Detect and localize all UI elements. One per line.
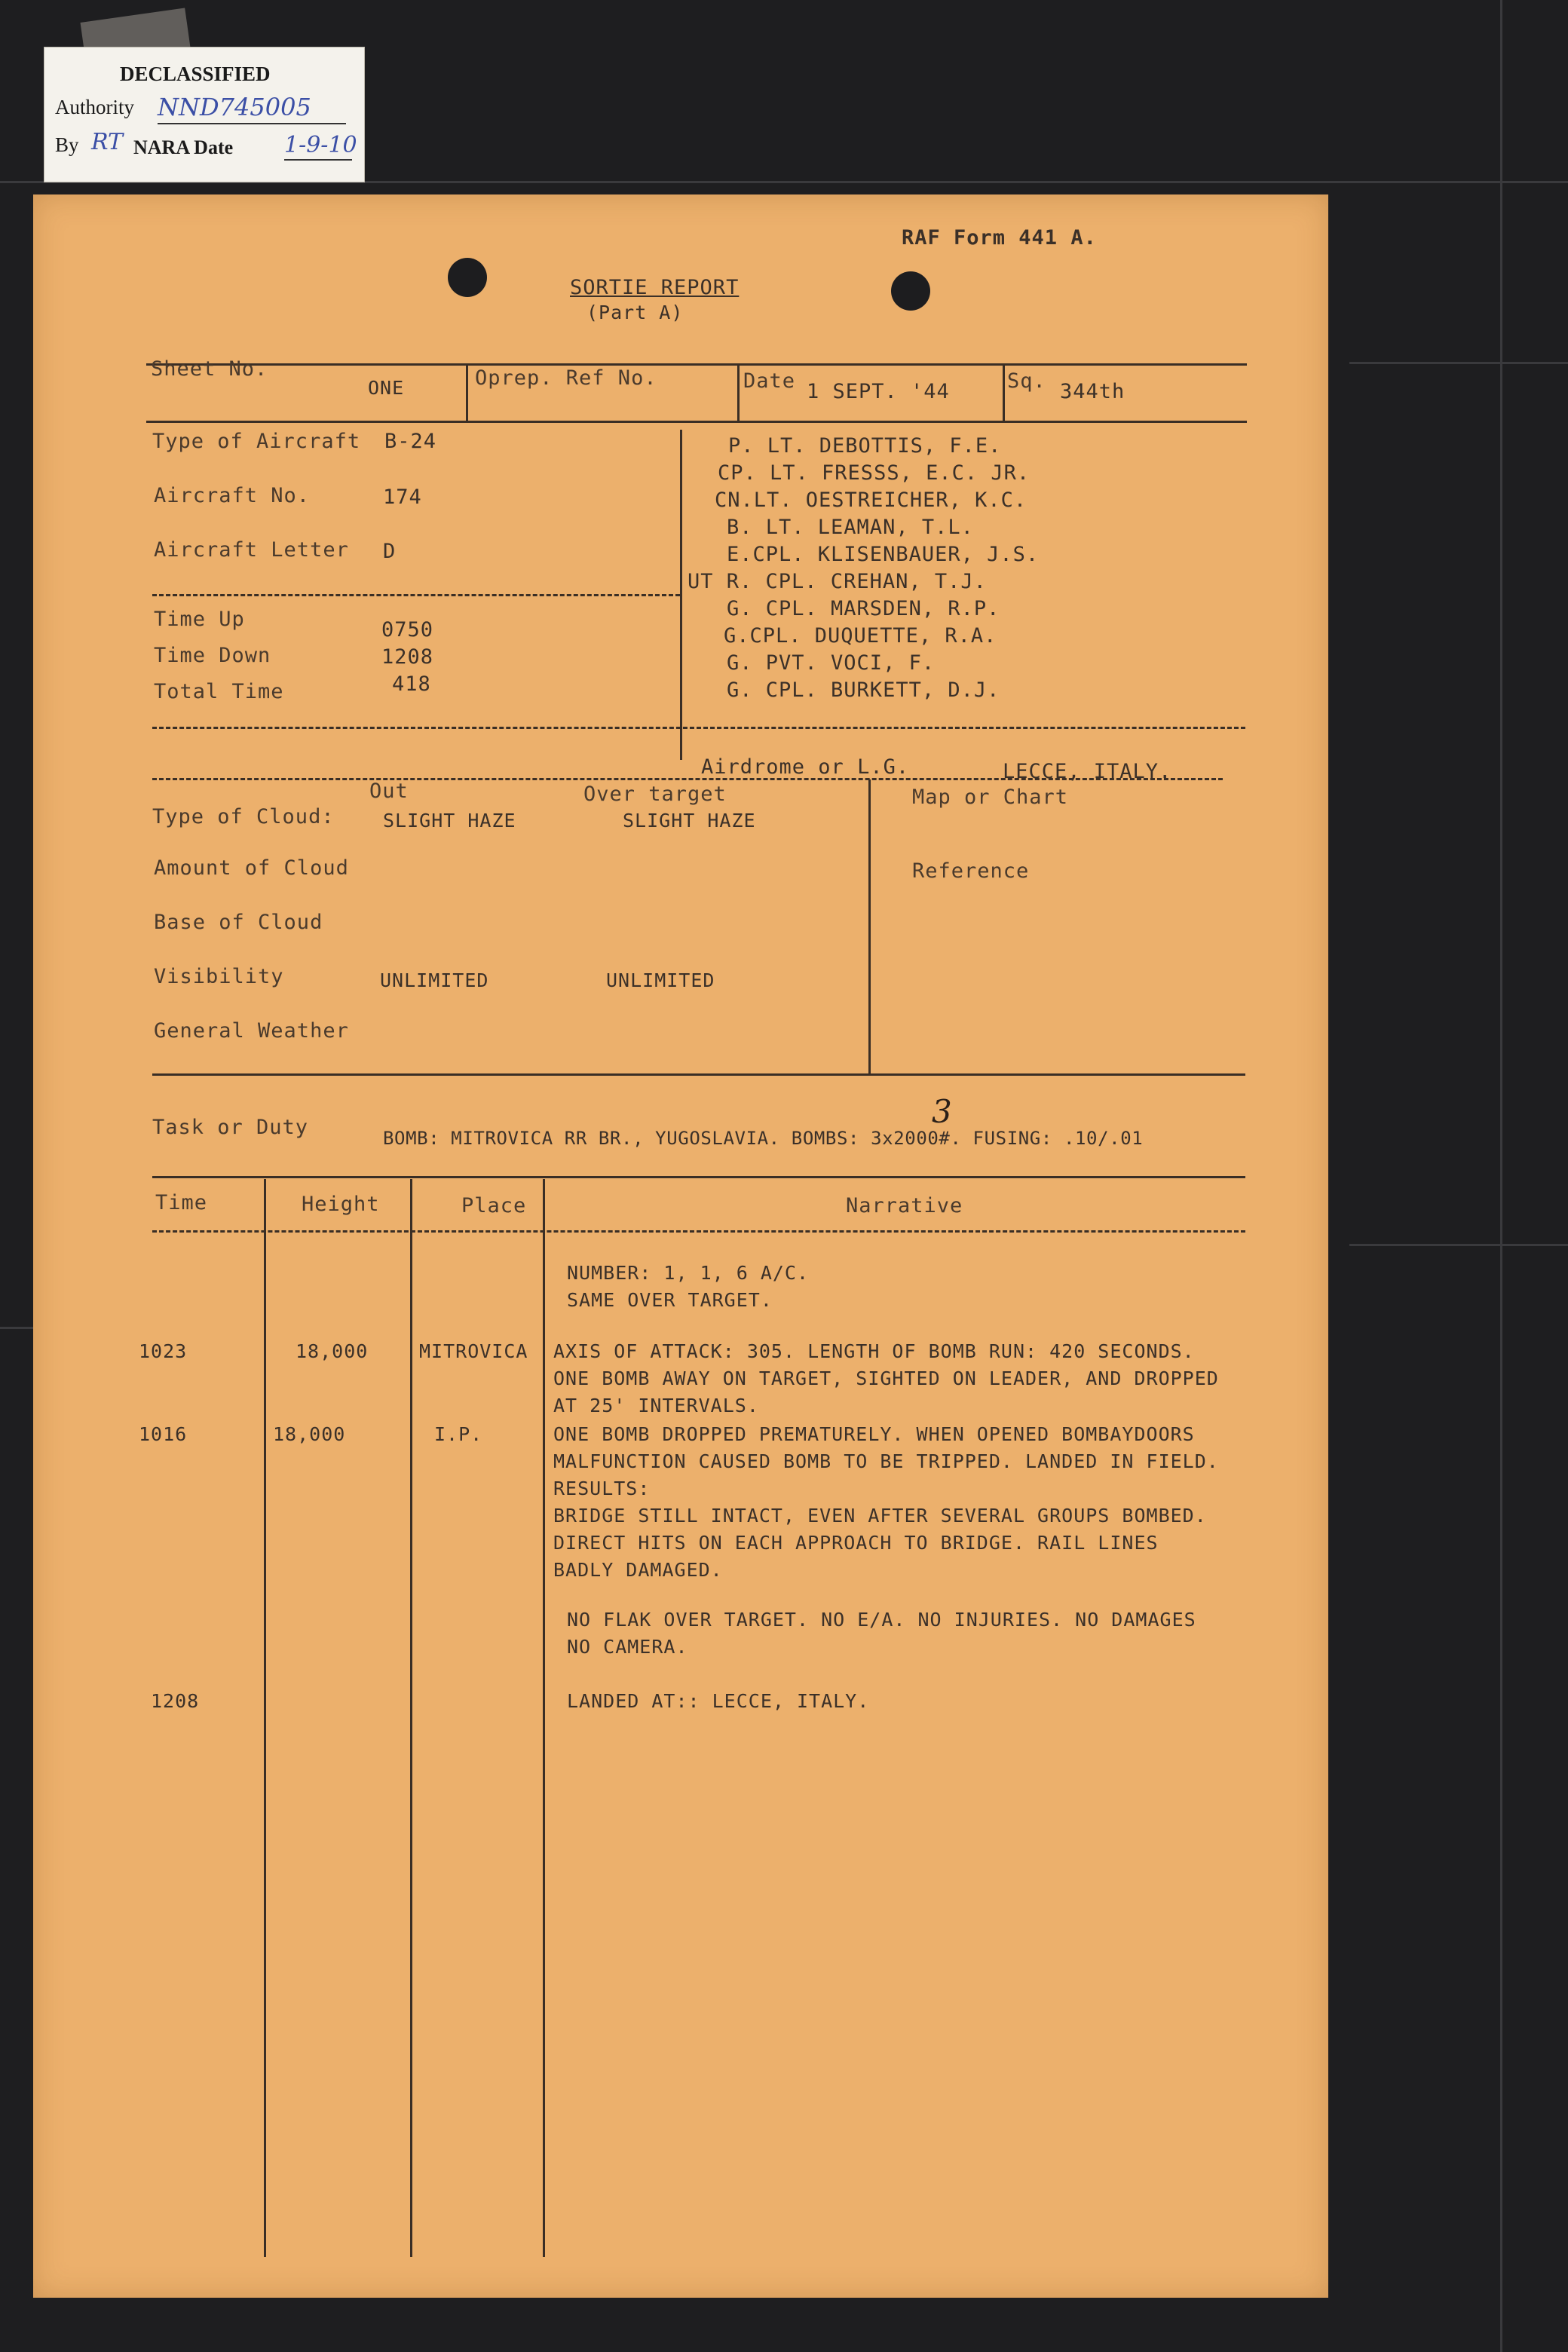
crew-member: CN.LT. OESTREICHER, K.C.	[715, 488, 1027, 512]
crew-member: G.CPL. DUQUETTE, R.A.	[724, 624, 997, 648]
aircraft-number-label: Aircraft No.	[154, 484, 311, 507]
time-down-label: Time Down	[154, 644, 271, 667]
sortie-report-sheet	[33, 194, 1328, 2298]
narrative-line: AXIS OF ATTACK: 305. LENGTH OF BOMB RUN: 420 SECONDS.	[553, 1340, 1195, 1362]
narrative-line: NUMBER: 1, 1, 6 A/C.	[567, 1262, 810, 1284]
declassified-tag	[44, 47, 365, 182]
rule-line	[152, 1230, 1245, 1233]
entry-height: 18,000	[296, 1340, 369, 1362]
punch-hole	[891, 271, 930, 311]
narrative-line: ONE BOMB AWAY ON TARGET, SIGHTED ON LEADER, AND DROPPED	[553, 1367, 1219, 1389]
visibility-out: UNLIMITED	[380, 969, 489, 991]
total-time-label: Total Time	[154, 680, 284, 703]
crew-member: B. LT. LEAMAN, T.L.	[727, 516, 974, 539]
rule-line	[146, 363, 1247, 366]
narrative-line: NO FLAK OVER TARGET. NO E/A. NO INJURIES. NO DAMAGES	[567, 1609, 1196, 1631]
narrative-line: BADLY DAMAGED.	[553, 1559, 723, 1581]
form-title: SORTIE REPORT	[570, 276, 740, 299]
crew-member: E.CPL. KLISENBAUER, J.S.	[727, 543, 1040, 566]
tag-authority-label: Authority	[55, 96, 134, 118]
squadron-value: 344th	[1060, 380, 1125, 403]
cloud-type-over: SLIGHT HAZE	[623, 810, 756, 831]
cloud-amount-label: Amount of Cloud	[154, 856, 349, 880]
rule-line	[152, 594, 680, 596]
crew-member: G. CPL. MARSDEN, R.P.	[727, 597, 1000, 620]
narrative-line: LANDED AT:: LECCE, ITALY.	[567, 1690, 870, 1712]
out-label: Out	[369, 779, 409, 803]
aircraft-letter-value: D	[383, 540, 397, 563]
total-time-value: 418	[392, 672, 431, 696]
tag-underline	[158, 123, 346, 124]
time-column-header: Time	[155, 1191, 208, 1214]
rule-line	[152, 778, 1223, 780]
entry-place: MITROVICA	[419, 1340, 528, 1362]
task-value: BOMB: MITROVICA RR BR., YUGOSLAVIA. BOMBS: 3x2000#. FUSING: .10/.01	[383, 1128, 1144, 1149]
narrative-line: RESULTS:	[553, 1478, 651, 1499]
sheet-value: ONE	[368, 377, 405, 399]
background-grid-line	[1349, 362, 1568, 364]
rule-line	[868, 779, 871, 1073]
aircraft-letter-label: Aircraft Letter	[154, 538, 349, 562]
rule-line	[264, 1179, 266, 2257]
tag-nara-label: NARA Date	[133, 136, 234, 158]
oprep-label: Oprep. Ref No.	[475, 366, 657, 390]
handwritten-bomb-count: 3	[932, 1093, 953, 1130]
visibility-over: UNLIMITED	[606, 969, 715, 991]
background-grid-line	[0, 1327, 33, 1329]
entry-place: I.P.	[434, 1423, 483, 1445]
rule-line	[1003, 363, 1005, 421]
rule-line	[146, 421, 1247, 423]
aircraft-number-value: 174	[383, 485, 422, 509]
date-label: Date	[743, 369, 796, 393]
over-target-label: Over target	[583, 782, 727, 806]
time-up-label: Time Up	[154, 608, 245, 631]
tag-title: DECLASSIFIED	[120, 63, 271, 85]
punch-hole	[448, 258, 487, 297]
place-column-header: Place	[461, 1194, 527, 1217]
rule-line	[680, 430, 682, 760]
background-grid-line	[1349, 1244, 1568, 1246]
crew-member: G. PVT. VOCI, F.	[727, 651, 936, 675]
rule-line	[152, 1176, 1245, 1178]
narrative-line: ONE BOMB DROPPED PREMATURELY. WHEN OPENED BOMBAYDOORS	[553, 1423, 1195, 1445]
background-grid-line	[1500, 0, 1502, 2352]
entry-time: 1016	[139, 1423, 188, 1445]
general-weather-label: General Weather	[154, 1019, 349, 1043]
narrative-line: AT 25' INTERVALS.	[553, 1395, 759, 1416]
crew-member: CP. LT. FRESSS, E.C. JR.	[718, 461, 1031, 485]
rule-line	[152, 1073, 1245, 1076]
crew-member: P. LT. DEBOTTIS, F.E.	[728, 434, 1002, 458]
tag-by-label: By	[55, 133, 79, 156]
task-label: Task or Duty	[152, 1116, 309, 1139]
crew-member: G. CPL. BURKETT, D.J.	[727, 678, 1000, 702]
cloud-base-label: Base of Cloud	[154, 911, 323, 934]
form-subtitle: (Part A)	[586, 302, 684, 323]
entry-time: 1208	[151, 1690, 200, 1712]
narrative-column-header: Narrative	[846, 1194, 963, 1217]
narrative-line: SAME OVER TARGET.	[567, 1289, 773, 1311]
time-down-value: 1208	[381, 645, 434, 669]
map-chart-label: Map or Chart	[912, 786, 1069, 809]
aerodrome-value: LECCE, ITALY.	[1003, 760, 1172, 783]
narrative-line: DIRECT HITS ON EACH APPROACH TO BRIDGE. RAIL LINES	[553, 1532, 1159, 1554]
sheet-label: Sheet No.	[151, 357, 268, 381]
height-column-header: Height	[302, 1193, 380, 1216]
tag-authority-value: NND745005	[158, 93, 311, 121]
narrative-line: MALFUNCTION CAUSED BOMB TO BE TRIPPED. LANDED IN FIELD.	[553, 1450, 1219, 1472]
visibility-label: Visibility	[154, 965, 284, 988]
rule-line	[543, 1179, 545, 2257]
tag-underline	[284, 159, 352, 161]
date-value: 1 SEPT. '44	[807, 380, 950, 403]
tag-by-value: RT	[91, 129, 124, 155]
narrative-line: NO CAMERA.	[567, 1636, 688, 1658]
form-number: RAF Form 441 A.	[902, 226, 1097, 250]
time-up-value: 0750	[381, 618, 434, 642]
rule-line	[466, 363, 468, 421]
tag-date-value: 1-9-10	[284, 132, 357, 158]
aircraft-type-value: B-24	[384, 430, 437, 453]
rule-line	[152, 727, 1245, 729]
cloud-type-out: SLIGHT HAZE	[383, 810, 516, 831]
entry-height: 18,000	[273, 1423, 346, 1445]
aircraft-type-label: Type of Aircraft	[152, 430, 361, 453]
narrative-line: BRIDGE STILL INTACT, EVEN AFTER SEVERAL GROUPS BOMBED.	[553, 1505, 1207, 1527]
reference-label: Reference	[912, 859, 1030, 883]
aerodrome-label: Airdrome or L.G.	[701, 755, 910, 779]
entry-time: 1023	[139, 1340, 188, 1362]
crew-member: UT R. CPL. CREHAN, T.J.	[688, 570, 987, 593]
squadron-label: Sq.	[1007, 369, 1046, 393]
rule-line	[737, 363, 740, 421]
cloud-type-label: Type of Cloud:	[152, 805, 335, 828]
rule-line	[410, 1179, 412, 2257]
